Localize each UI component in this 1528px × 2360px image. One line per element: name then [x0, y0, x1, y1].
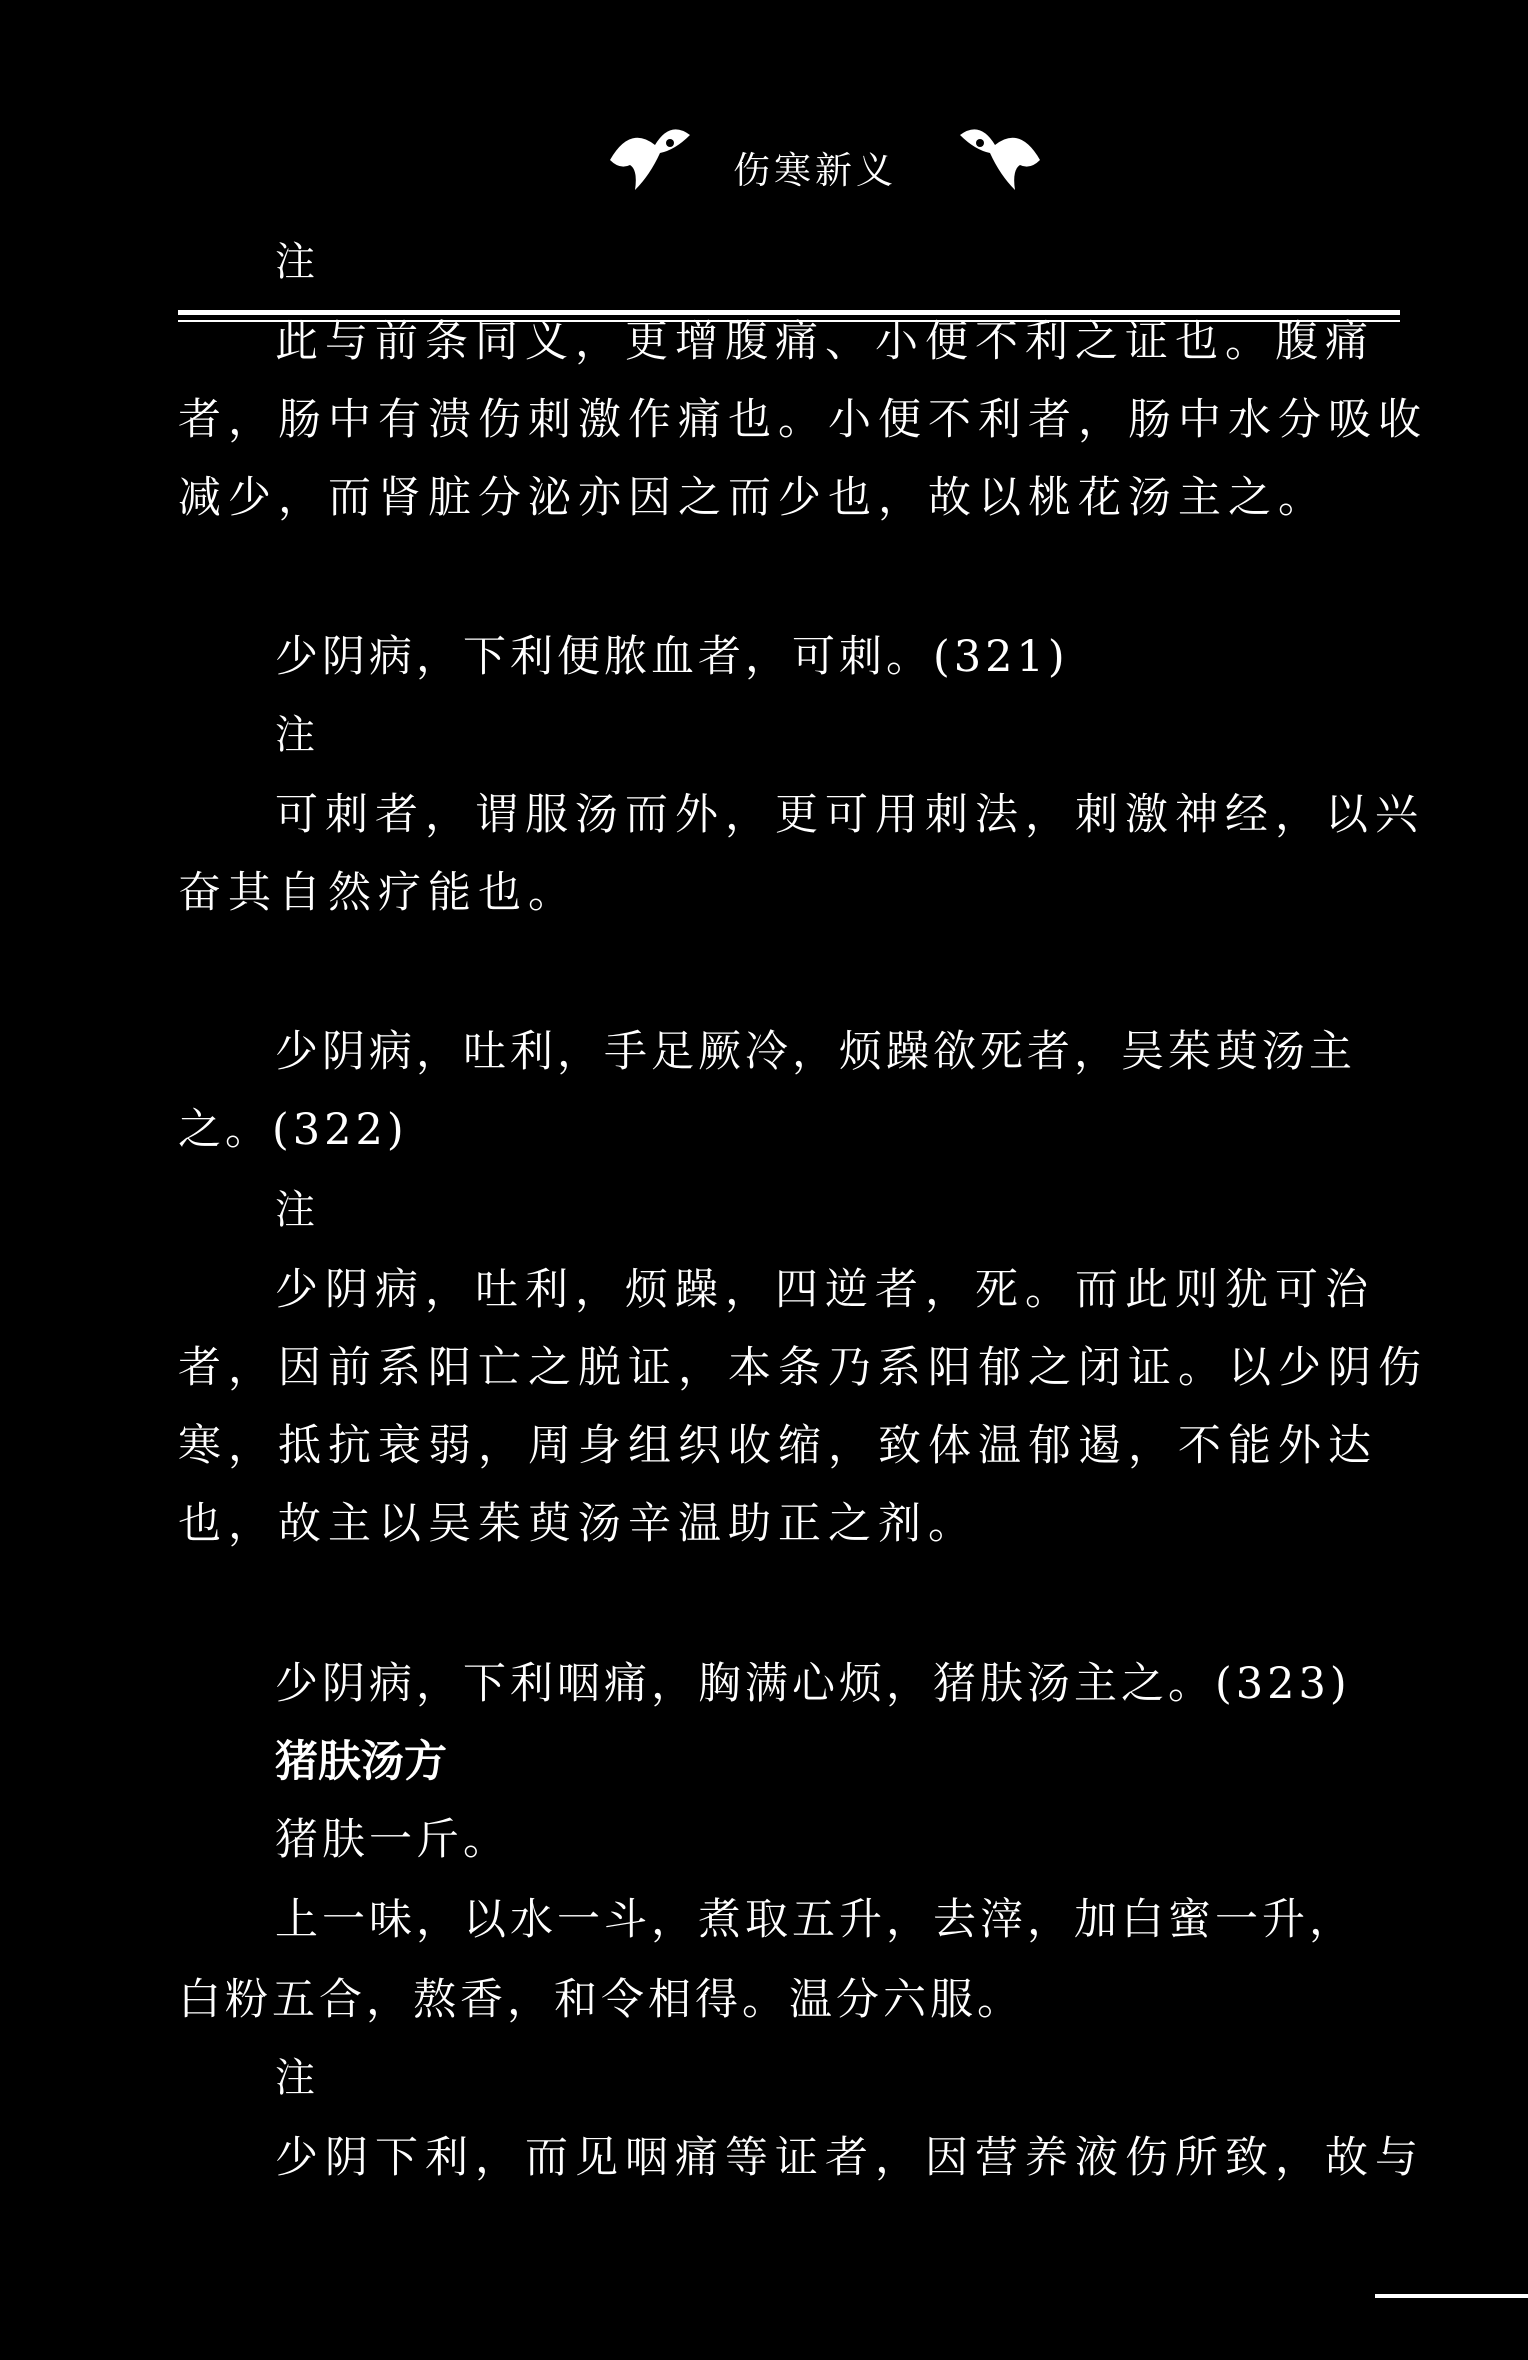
formula-line: 猪肤一斤。	[275, 1815, 510, 1865]
text-line: 寒，抵抗衰弱，周身组织收缩，致体温郁遏，不能外达	[178, 1421, 1378, 1471]
text-line: 者，肠中有溃伤刺激作痛也。小便不利者，肠中水分吸收	[178, 395, 1428, 445]
clause-line: 之。(322)	[178, 1105, 408, 1155]
text-line: 者，因前系阳亡之脱证，本条乃系阳郁之闭证。以少阴伤	[178, 1343, 1428, 1393]
note-label: 注	[275, 1187, 315, 1233]
footer-rule	[1375, 2294, 1528, 2298]
text-line: 也，故主以吴茱萸汤辛温助正之剂。	[178, 1499, 978, 1549]
note-label: 注	[275, 712, 315, 758]
text-line: 此与前条同义，更增腹痛、小便不利之证也。腹痛	[275, 317, 1375, 367]
formula-title: 猪肤汤方	[275, 1737, 447, 1787]
clause-line: 少阴病，吐利，手足厥冷，烦躁欲死者，吴茱萸汤主	[275, 1027, 1356, 1077]
text-line: 可刺者，谓服汤而外，更可用刺法，刺激神经，以兴	[275, 790, 1425, 840]
clause-line: 少阴病，下利便脓血者，可刺。(321)	[275, 632, 1069, 682]
crane-ornament-right-icon	[950, 115, 1050, 205]
text-line: 减少，而肾脏分泌亦因之而少也，故以桃花汤主之。	[178, 473, 1328, 523]
text-line: 少阴病，吐利，烦躁，四逆者，死。而此则犹可治	[275, 1265, 1375, 1315]
text-line: 奋其自然疗能也。	[178, 868, 578, 918]
text-line: 少阴下利，而见咽痛等证者，因营养液伤所致，故与	[275, 2133, 1425, 2183]
page-header	[0, 110, 1528, 210]
formula-line: 上一味，以水一斗，煮取五升，去滓，加白蜜一升，	[275, 1895, 1356, 1945]
running-title: 伤寒新义	[733, 149, 897, 192]
crane-ornament-left-icon	[600, 115, 700, 205]
note-label: 注	[275, 2055, 315, 2101]
note-label: 注	[275, 239, 315, 285]
formula-line: 白粉五合，熬香，和令相得。温分六服。	[178, 1975, 1024, 2025]
clause-line: 少阴病，下利咽痛，胸满心烦，猪肤汤主之。(323)	[275, 1659, 1351, 1709]
